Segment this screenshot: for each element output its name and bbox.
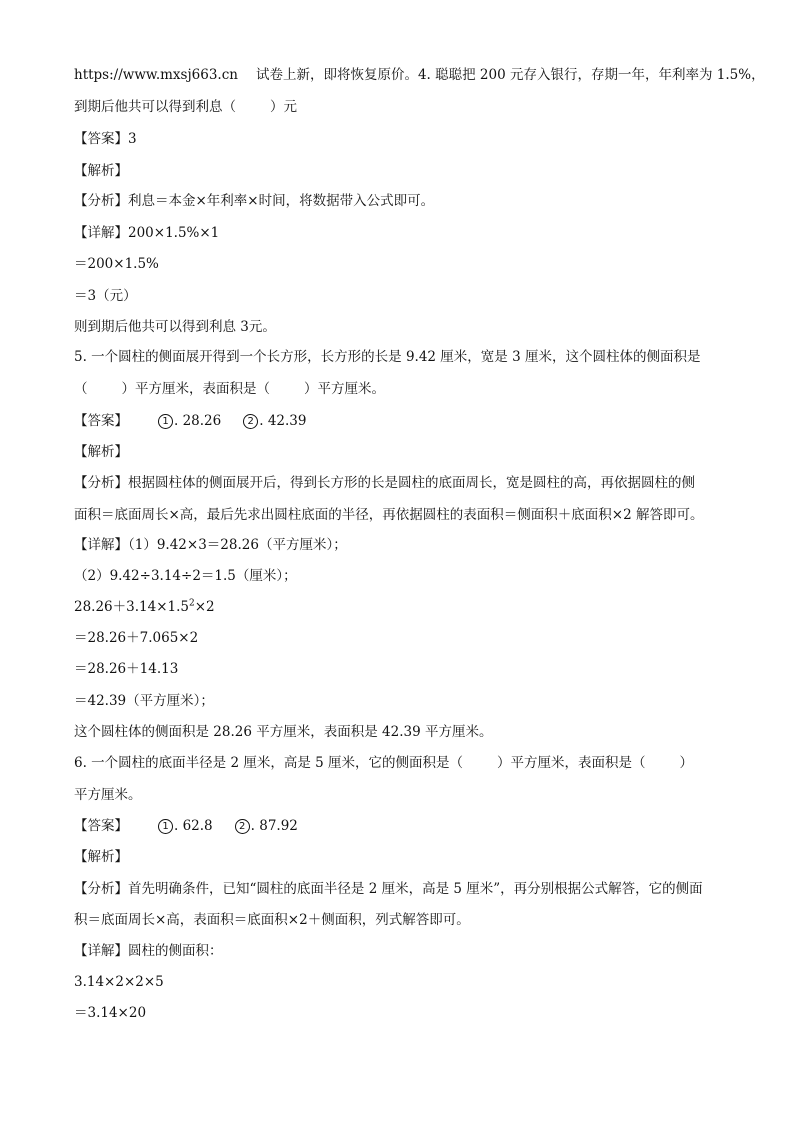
- circled-number-icon: 1: [158, 819, 173, 834]
- answer-tag: 【答案】: [74, 131, 128, 147]
- q4-analysis-tag: 【解析】: [74, 163, 128, 179]
- q6-question-line2: 平方厘米。: [74, 787, 142, 803]
- q5-fenxi-line1: 【分析】根据圆柱体的侧面展开后，得到长方形的长是圆柱的底面周长，宽是圆柱的高，再依据圆柱的侧: [74, 475, 695, 491]
- q4-question-unit: ）元: [270, 99, 297, 115]
- q4-conclusion: 则到期后他共可以得到利息 3元。: [74, 319, 276, 335]
- q5-question-line2: [74, 380, 385, 398]
- exponent: 2: [189, 598, 195, 609]
- q4-question-line2: [74, 98, 297, 116]
- q4-question-part1: 4. 聪聪把 200 元存入银行，存期一年，年利率为 1.5%，: [417, 67, 765, 83]
- q6-answer: [74, 817, 298, 835]
- q6-question-line1: [74, 754, 693, 772]
- answer-tag: 【答案】: [74, 818, 128, 834]
- answer-value: . 87.92: [250, 818, 298, 834]
- formula-text: 28.26＋3.14×1.5: [74, 599, 189, 615]
- q6-fenxi-line2: 积＝底面周长×高，表面积＝底面积×2＋侧面积，列式解答即可。: [74, 912, 470, 928]
- q5-step-4: ＝28.26＋7.065×2: [74, 630, 199, 646]
- q5-question-line1: 5. 一个圆柱的侧面展开得到一个长方形，长方形的长是 9.42 厘米，宽是 3 厘米，这个圆柱体的侧面积是: [74, 349, 701, 365]
- q5-step-3: [74, 598, 215, 616]
- promo-text: 试卷上新，即将恢复原价。: [255, 67, 418, 83]
- q4-step2: ＝3（元）: [74, 288, 137, 304]
- q4-step1: ＝200×1.5%: [74, 256, 159, 272]
- q4-fenxi: 【分析】利息＝本金×年利率×时间，将数据带入公式即可。: [74, 193, 435, 209]
- answer-value: 3: [128, 131, 137, 147]
- q6-step1: 3.14×2×2×5: [74, 974, 164, 990]
- q6-question-text-a: 6. 一个圆柱的底面半径是 2 厘米，高是 5 厘米，它的侧面积是（: [74, 755, 464, 771]
- q5-question-text-a: （: [74, 381, 88, 397]
- q5-analysis-tag: 【解析】: [74, 444, 128, 460]
- q5-conclusion: 这个圆柱体的侧面积是 28.26 平方厘米，表面积是 42.39 平方厘米。: [74, 724, 493, 740]
- circled-number-icon: 1: [158, 414, 173, 429]
- q5-question-text-b: ）平方厘米，表面积是（: [121, 381, 270, 397]
- answer-value: . 42.39: [259, 413, 307, 429]
- q5-xiangjie: 【详解】（1）9.42×3＝28.26（平方厘米）；: [74, 537, 347, 553]
- q6-xiangjie: 【详解】圆柱的侧面积：: [74, 943, 223, 959]
- q5-fenxi-line2: 面积＝底面周长×高，最后先求出圆柱底面的半径，再依据圆柱的表面积＝侧面积＋底面积×2 解答即可。: [74, 507, 704, 523]
- circled-number-icon: 2: [243, 414, 258, 429]
- answer-tag: 【答案】: [74, 413, 128, 429]
- q5-answer: [74, 412, 306, 430]
- q4-xiangjie: 【详解】200×1.5%×1: [74, 225, 220, 241]
- q5-step-2: （2）9.42÷3.14÷2＝1.5（厘米）；: [74, 568, 297, 584]
- q5-step-6: ＝42.39（平方厘米）；: [74, 693, 214, 709]
- answer-value: . 28.26: [174, 413, 222, 429]
- q6-fenxi-line1: 【分析】首先明确条件，已知“圆柱的底面半径是 2 厘米，高是 5 厘米”，再分别根据公式解答，它的侧面: [74, 881, 703, 897]
- q6-question-text-c: ）: [679, 755, 694, 771]
- q5-step-5: ＝28.26＋14.13: [74, 661, 179, 677]
- q4-answer: [74, 130, 137, 148]
- q5-question-text-c: ）平方厘米。: [304, 381, 385, 397]
- formula-text: ×2: [194, 599, 215, 615]
- answer-value: . 62.8: [174, 818, 213, 834]
- q6-step2: ＝3.14×20: [74, 1005, 147, 1021]
- header-line: [74, 66, 765, 84]
- q6-analysis-tag: 【解析】: [74, 849, 128, 865]
- q6-question-text-b: ）平方厘米，表面积是（: [497, 755, 646, 771]
- q4-question-text: 到期后他共可以得到利息（: [74, 99, 236, 115]
- source-url-link[interactable]: https://www.mxsj663.cn: [74, 67, 238, 83]
- circled-number-icon: 2: [235, 819, 250, 834]
